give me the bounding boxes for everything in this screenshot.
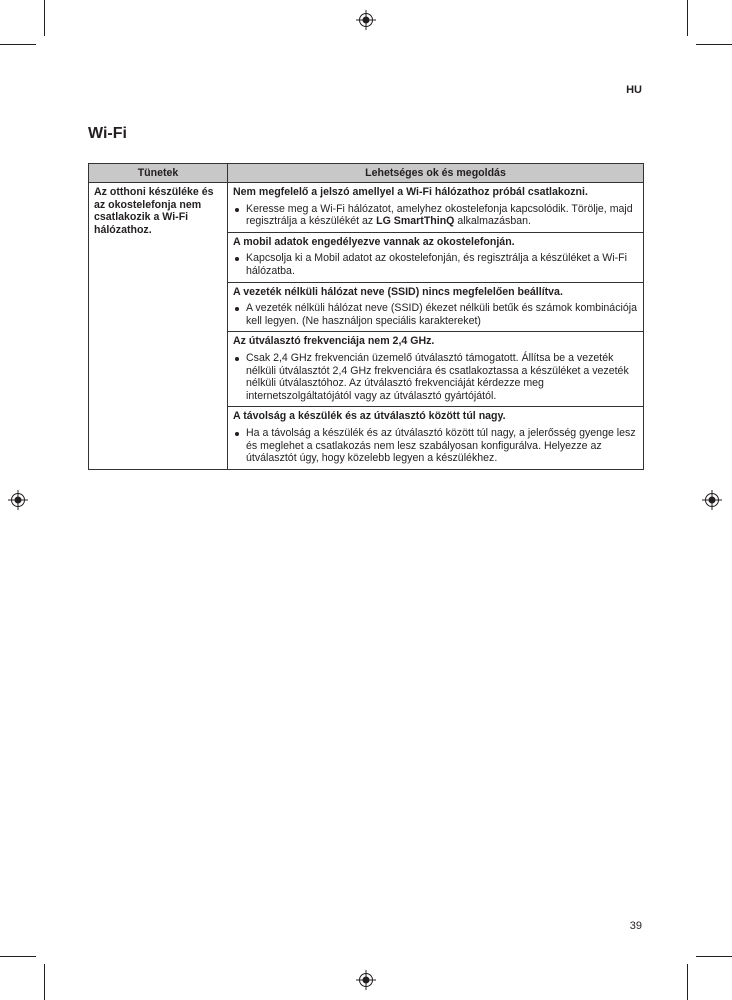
cause-title: A mobil adatok engedélyezve vannak az okostelefonján. [233, 235, 515, 248]
app-name: LG SmartThinQ [376, 215, 455, 228]
crop-mark-icon [687, 964, 688, 1000]
table-row [89, 183, 644, 233]
registration-mark-icon [8, 490, 28, 510]
solution-text: Ha a távolság a készülék és az útválasztó között túl nagy, a jelerősség gyenge lesz és meglehet a csatlakozás nem lesz szabályosan konfigurálva. Helyezze az útválasztót úgy, hogy közelebb legyen a készülékhez. [233, 427, 638, 465]
table-header-row [89, 164, 644, 183]
solution-text: Csak 2,4 GHz frekvencián üzemelő útválasztó támogatott. Állítsa be a vezeték nélküli útválasztót 2,4 GHz frekvenciára és csatlakoztassa a készüléket a vezeték nélküli útválasztóhoz. Az útválasztó frekvenciáját kérdezze meg internetszolgáltatójától vagy az útválasztó gyártójától. [233, 352, 638, 402]
solution-text: Keresse meg a Wi-Fi hálózatot, amelyhez okostelefonja kapcsolódik. Törölje, majd regisztrálja a készülékét az LG SmartThinQ alkalmazásban. [233, 203, 638, 228]
registration-mark-icon [702, 490, 722, 510]
page-number: 39 [629, 920, 642, 932]
symptom-cell: Az otthoni készüléke és az okostelefonja nem csatlakozik a Wi-Fi hálózathoz. [89, 183, 228, 470]
cause-cell [228, 183, 644, 233]
cause-cell [228, 282, 644, 332]
language-code: HU [626, 84, 642, 96]
causes-column-header: Lehetséges ok és megoldás [228, 164, 644, 183]
cause-cell [228, 232, 644, 282]
crop-mark-icon [44, 964, 45, 1000]
cause-title: A vezeték nélküli hálózat neve (SSID) nincs megfelelően beállítva. [233, 285, 563, 298]
solution-text: Kapcsolja ki a Mobil adatot az okostelefonján, és regisztrálja a készüléket a Wi-Fi hálózatba. [233, 252, 638, 277]
crop-mark-icon [44, 0, 45, 36]
cause-cell [228, 332, 644, 407]
crop-mark-icon [696, 44, 732, 45]
cause-title: A távolság a készülék és az útválasztó között túl nagy. [233, 410, 506, 423]
symptoms-column-header: Tünetek [89, 164, 228, 183]
crop-mark-icon [696, 956, 732, 957]
section-title: Wi-Fi [88, 125, 127, 142]
solution-text: A vezeték nélküli hálózat neve (SSID) ékezet nélküli betűk és számok kombinációja kell legyen. (Ne használjon speciális karaktereket) [233, 302, 638, 327]
cause-title: Az útválasztó frekvenciája nem 2,4 GHz. [233, 335, 435, 348]
crop-mark-icon [0, 956, 36, 957]
cause-cell [228, 407, 644, 469]
troubleshooting-table [88, 163, 644, 470]
crop-mark-icon [0, 44, 36, 45]
registration-mark-icon [356, 10, 376, 30]
cause-title: Nem megfelelő a jelszó amellyel a Wi-Fi hálózathoz próbál csatlakozni. [233, 186, 588, 198]
registration-mark-icon [356, 970, 376, 990]
crop-mark-icon [687, 0, 688, 36]
